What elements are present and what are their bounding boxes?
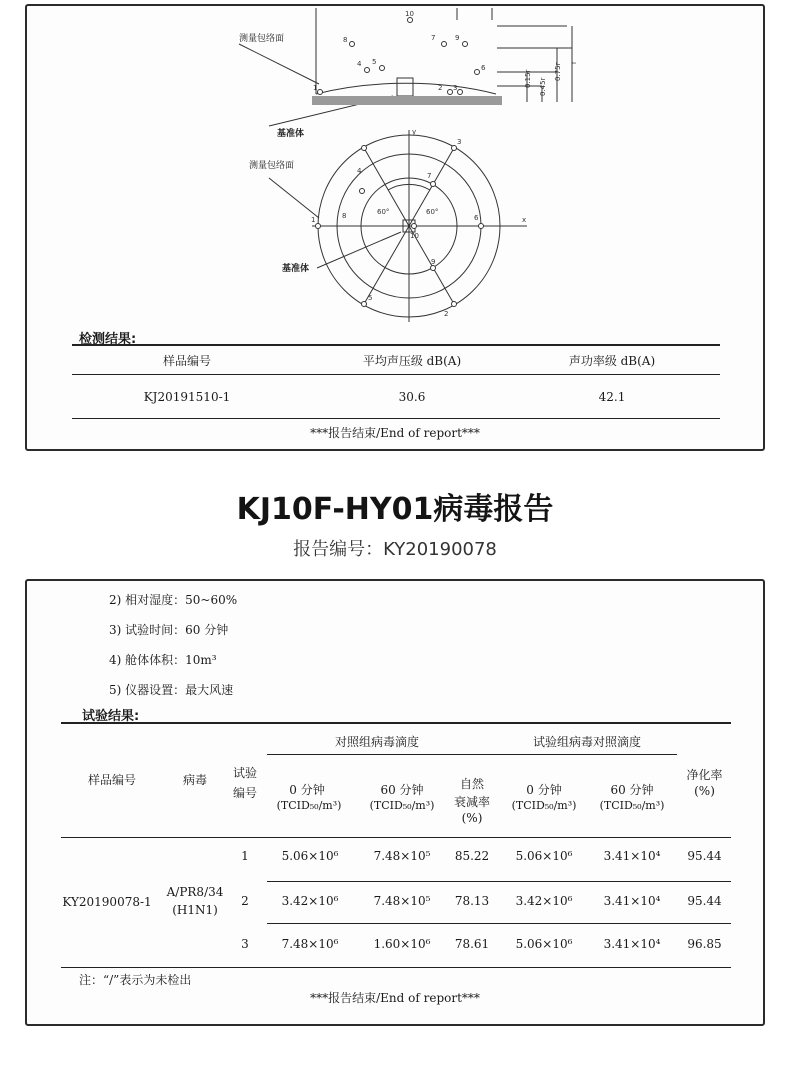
svg-text:x: x: [522, 216, 527, 224]
svg-text:9: 9: [455, 34, 460, 42]
note-text: 注：“/”表示为未检出: [79, 973, 192, 987]
svg-text:0.75r: 0.75r: [554, 62, 562, 81]
svg-text:y: y: [412, 128, 417, 136]
cell-purify-rate: 96.85: [687, 937, 722, 951]
condition-setting: 5) 仪器设置：最大风速: [109, 683, 234, 697]
table-row: [227, 894, 731, 918]
cell-sample-id: KJ20191510-1: [143, 390, 231, 404]
cell-spl-value: 30.6: [398, 390, 426, 404]
hdr-test-60min: 60 分钟: [610, 783, 654, 797]
hdr-natural-2: 衰减率: [453, 795, 490, 809]
cell-test-60min: 3.41×10⁴: [603, 849, 661, 863]
end-of-report-2: ***报告结束/End of report***: [310, 991, 480, 1005]
hdr-purify-1: 净化率: [686, 768, 723, 782]
svg-text:5: 5: [368, 294, 373, 302]
hdr-test-0min: 0 分钟: [526, 783, 562, 797]
svg-text:0.15r: 0.15r: [524, 69, 532, 88]
base-label-bottom: 基准体: [282, 264, 310, 274]
hdr-natural-3: (%): [461, 811, 483, 825]
cell-test-60min: 3.41×10⁴: [603, 894, 661, 908]
base-label-top: 基准体: [277, 129, 305, 139]
col-header-sample: 样品编号: [162, 354, 211, 368]
condition-humidity: 2) 相对湿度：50~60%: [109, 593, 238, 607]
virus-report-panel: [25, 579, 765, 1026]
cell-natural-rate: 78.61: [454, 937, 490, 951]
cell-test-0min: 3.42×10⁶: [515, 894, 573, 908]
cell-trial-no: 3: [241, 937, 249, 951]
svg-text:60°: 60°: [426, 208, 439, 216]
table-top-rule-2: [61, 722, 731, 724]
hdr-sample-id: 样品编号: [87, 773, 136, 787]
hemisphere-arc: [316, 83, 496, 94]
envelope-label-top: 测量包络面: [239, 34, 285, 44]
row-rule: [267, 923, 731, 924]
svg-text:0.45r: 0.45r: [539, 77, 547, 96]
hdr-control-60min-unit: (TCID₅₀/m³): [369, 799, 435, 812]
condition-duration: 3) 试验时间：60 分钟: [109, 623, 229, 637]
cell-virus-name: A/PR8/34: [166, 885, 224, 899]
base-body-box: [397, 78, 413, 96]
svg-text:4: 4: [357, 60, 362, 68]
row-rule: [267, 881, 731, 882]
cell-control-0min: 3.42×10⁶: [281, 894, 339, 908]
table-top-rule: [72, 344, 720, 346]
svg-text:9: 9: [431, 258, 436, 266]
cell-test-0min: 5.06×10⁶: [515, 937, 573, 951]
measurement-diagram: [27, 6, 763, 318]
cell-control-0min: 5.06×10⁶: [281, 849, 339, 863]
svg-text:6: 6: [474, 214, 479, 222]
plan-view: [269, 130, 527, 322]
cell-natural-rate: 78.13: [454, 894, 490, 908]
svg-text:r: r: [570, 61, 578, 64]
cell-virus-subtype: (H1N1): [172, 903, 218, 917]
hdr-control-60min: 60 分钟: [380, 783, 424, 797]
hdr-virus: 病毒: [182, 773, 207, 787]
col-header-spl: 平均声压级 dB(A): [362, 354, 462, 368]
ground-plate: [312, 96, 502, 105]
cell-trial-no: 2: [241, 894, 249, 908]
svg-text:1: 1: [311, 216, 316, 224]
svg-text:7: 7: [431, 34, 436, 42]
table-header-rule: [72, 374, 720, 375]
report-number: 报告编号：KY20190078: [293, 539, 497, 560]
svg-text:6: 6: [481, 64, 486, 72]
svg-text:5: 5: [372, 58, 377, 66]
table-bottom-rule: [72, 418, 720, 419]
hdr-trial-1: 试验: [232, 766, 257, 780]
hdr-test-60min-unit: (TCID₅₀/m³): [599, 799, 665, 812]
svg-text:4: 4: [357, 167, 362, 175]
detection-result-title: 检测结果:: [79, 332, 137, 347]
hdr-control-0min: 0 分钟: [289, 783, 325, 797]
svg-text:3: 3: [453, 84, 458, 92]
envelope-label-bottom: 测量包络面: [249, 161, 295, 171]
svg-text:3: 3: [457, 138, 462, 146]
end-of-report-1: ***报告结束/End of report***: [310, 426, 480, 440]
cell-purify-rate: 95.44: [687, 894, 722, 908]
cell-trial-no: 1: [241, 849, 249, 863]
group-rule: [267, 754, 677, 755]
cell-control-60min: 7.48×10⁵: [373, 849, 431, 863]
table-bottom-rule-2: [61, 967, 731, 968]
svg-text:7: 7: [427, 172, 432, 180]
svg-text:1: 1: [313, 84, 318, 92]
svg-text:8: 8: [342, 212, 347, 220]
cell-test-60min: 3.41×10⁴: [603, 937, 661, 951]
svg-text:10: 10: [405, 10, 414, 18]
table-row: [227, 937, 731, 961]
cell-purify-rate: 95.44: [687, 849, 722, 863]
cell-natural-rate: 85.22: [454, 849, 490, 863]
table-header-rule-2: [61, 837, 731, 838]
hdr-test-0min-unit: (TCID₅₀/m³): [511, 799, 577, 812]
hdr-test-group: 试验组病毒对照滴度: [532, 735, 641, 749]
hdr-natural-1: 自然: [459, 777, 484, 791]
condition-volume: 4) 舱体体积：10m³: [109, 653, 217, 667]
test-result-title: 试验结果:: [82, 709, 140, 724]
noise-report-panel: [25, 4, 765, 451]
svg-text:8: 8: [343, 36, 348, 44]
hdr-purify-2: (%): [694, 784, 715, 798]
svg-text:60°: 60°: [377, 208, 390, 216]
svg-text:10: 10: [410, 232, 419, 240]
hdr-control-group: 对照组病毒滴度: [334, 735, 419, 749]
hdr-control-0min-unit: (TCID₅₀/m³): [276, 799, 342, 812]
cell-control-60min: 1.60×10⁶: [373, 937, 431, 951]
cell-test-0min: 5.06×10⁶: [515, 849, 573, 863]
report-title: KJ10F-HY01病毒报告: [236, 492, 554, 527]
cell-sample-id-2: KY20190078-1: [62, 895, 152, 909]
svg-text:2: 2: [444, 310, 449, 318]
col-header-swl: 声功率级 dB(A): [568, 354, 656, 368]
cell-control-0min: 7.48×10⁶: [281, 937, 339, 951]
table-row: [227, 849, 731, 873]
svg-text:2: 2: [438, 84, 443, 92]
cell-control-60min: 7.48×10⁵: [373, 894, 431, 908]
hdr-trial-2: 编号: [232, 786, 257, 800]
cell-swl-value: 42.1: [598, 390, 626, 404]
